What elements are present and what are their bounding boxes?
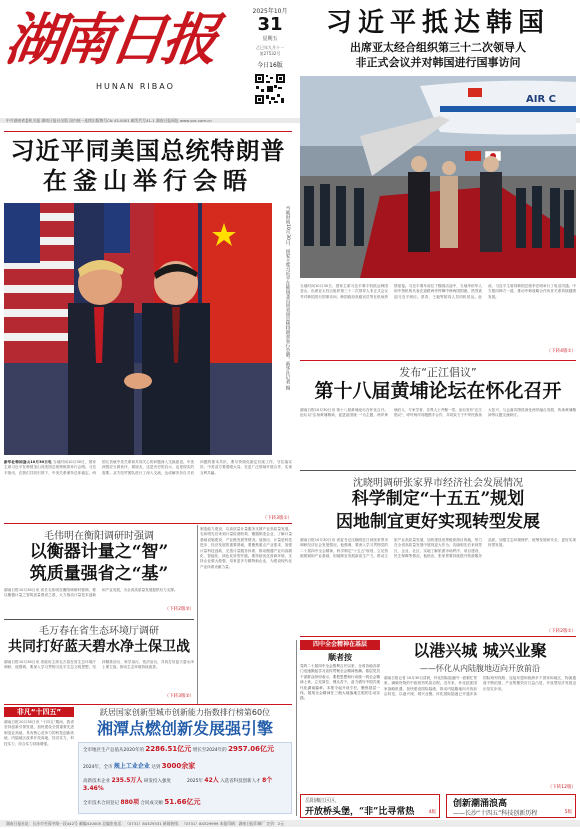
stat-2: 2024年，全市 规上工业企业 达到 3000余家 (83, 762, 196, 770)
bottom-box-2-title: 创新潮涌浪高 (453, 799, 508, 809)
bottom-box-1-kicker: 岳阳湘江区区， (305, 798, 341, 804)
shen-body: 湖南日报10月30日讯 省委书记沈晓明近日到张家界市调研经济社会发展情况。他强调，要深入学习贯彻党的二十届四中全会精神，科学制定"十五五"规划，立足资源禀赋和产业基础，因地制宜发展新质生产力，推动文旅产业高质量发展，加快建设世界级旅游目的地，努力在全省高质量发展中展现更大作为。沈晓明先后来到景区、企业、社区，实地了解旅游市场秩序、项目建设、民生保障等情况。他指出，张家界要持续提升旅游服务品质，加强生态环境保护，统筹发展和安全，更好实现转型发展。 (300, 538, 576, 559)
sidebar-column-body: 党的二十届四中全会胜利召开以来，全省各地各部门迅速掀起学习宣传贯彻全会精神热潮。基层党员干部群众纷纷表示，要把思想和行动统一到全会精神上来，立足岗位、埋头苦干，奋力谱写中国式现代化湖南篇章。本报今起开设专栏，聚焦基层一线，展现全会精神在三湘大地落地生根的生动实践。 (300, 664, 380, 701)
shen-title-1[interactable]: 科学制定“十五五”规划 (351, 489, 525, 509)
sidebar-column-title: 顺者按 (328, 652, 352, 662)
bottom-box-1[interactable] (300, 794, 440, 818)
mao1-title-1[interactable]: 以衡器计量之“智” (29, 542, 169, 562)
masthead (1, 4, 244, 118)
huangpu-body: 湖南日报10月30日讯 第十八届黄埔论坛在怀化召开。论坛以"弘扬黄埔精神，促进祖国统一"为主题，两岸黄埔后人、专家学者、各界人士齐聚一堂。论坛发布"正江倡议"，呼吁两岸同胞携手合作，共同致力于中华民族伟大复兴。与会嘉宾围绕深化两岸融合发展、传承黄埔精神等议题交流研讨。 (300, 408, 576, 418)
xiangtan-kicker: 跃居国家创新型城市创新能力指数排行榜第60位 (99, 708, 271, 717)
mao1-title-2[interactable]: 筑质量强省之“基” (29, 564, 169, 584)
feiyi-body: 湖南日报10月30日讯 "十四五"期间，我省坚持创新引领发展，加快建设全国重要先进制造业高地、具有核心竞争力的科技创新高地、内陆地区改革开放高地，经济实力、科技实力、综合实力持续增强。 (4, 720, 74, 746)
stat-4: 2025年 42人 入选省科技创新人才 8个 (187, 777, 273, 784)
trump-dateline: 新华社韩国釜山10月30日电 (4, 460, 52, 464)
lead-subtitle-2: 非正式会议并对韩国进行国事访问 (355, 56, 521, 69)
rule (4, 704, 292, 705)
trump-headline (4, 136, 292, 196)
page-count: 今日16版 (257, 62, 283, 69)
handshake-scene (4, 203, 272, 455)
xiangbei-subtitle: ——怀化从内陆腹地迈向开放前沿 (420, 664, 540, 673)
rule (300, 470, 576, 471)
xiangtan-title[interactable]: 湘潭点燃创新发展强引擎 (96, 719, 273, 738)
date-lunar: 乙巳年九月十一 (256, 45, 284, 50)
trump-title-1[interactable]: 习近平同美国总统特朗普 (10, 136, 286, 165)
lead-subtitle-1: 出席亚太经合组织第三十二次领导人 (350, 41, 526, 54)
rule (300, 636, 576, 637)
mao2-body: 湖南日报10月30日讯 省政协主席毛万春在省生态环境厅调研，他强调，要深入学习贯彻习近平生态文明思想，坚持精准治污、科学治污、依法治污，共同打好蓝天碧水净土保卫战，推动生态环境持续改善。 (4, 660, 194, 670)
trump-photo (4, 203, 272, 455)
mao1-kicker: 毛伟明在衡阳调研时强调 (44, 531, 154, 542)
top-info-bar: 中共湖南省委机关报 湖南日报社出版 国内统一连续出版物号CN 43-0001 邮发代号41-1 湖南日报网址 www.voc.com.cn (0, 118, 580, 123)
qr-code-icon[interactable] (254, 73, 286, 105)
xiangbei-body: 湖南日报记者 10月30日清晨，怀化国际陆港内一派繁忙景象，满载货物的中欧班列鸣笛启程。近年来，怀化抢抓国家战略机遇，加快建设国际陆港，推动内陆腹地向开放前沿转变，以港兴城、城兴业聚。怀化国际陆港已开通多条国际班列线路，连接东盟和欧洲多个国家和地区，物流通道不断拓展，产业集聚效应日益凸显，开放型经济发展迈出坚实步伐。 (384, 676, 576, 697)
rule (296, 640, 297, 816)
lead-photo (300, 76, 576, 278)
more-link-5[interactable]: （下转3版②） (164, 694, 194, 699)
stat-3: 高新技术企业 235.5万人 研发投入强度 3.46% (83, 777, 171, 792)
rule (4, 523, 292, 524)
bottom-box-1-title: 开放桥头堡，“非”比寻常热 (305, 807, 415, 817)
mid-column-body: 制造能力建设，以高质量计量服务支撑产业高质量发展。毛伟明先后来到计量检测机构、衡器制造企业，了解计量基础设施建设、产业链发展等情况。他指出，计量是科技进步、经济发展的重要基础，要聚焦重点产业需求，加强计量科技创新，完善计量服务体系，推动衡器产业向高端化、智能化、绿色化转型升级。要持续优化营商环境，支持企业做大做强，培育更多专精特新企业，为建设现代化产业体系贡献力量。 (200, 527, 292, 569)
rule (4, 131, 292, 132)
rule (4, 619, 194, 620)
more-link-1[interactable]: （下转3版①） (262, 516, 292, 521)
xiangtan-stats-box (78, 742, 292, 814)
lead-title[interactable]: 习近平抵达韩国 (325, 8, 550, 38)
bottom-box-1-page: 4版 (428, 810, 436, 815)
plane-text: AIR C (526, 94, 556, 105)
bottom-info-bar: 湖南日报社址：长沙市芙蓉中路一段442号 邮编410005 总编室电话：（0731）84329331 新闻热线：（0731）84329999 本报印刷：湖南日报印刷厂 定价：2元 (0, 820, 580, 827)
shen-kicker: 沈晓明调研张家界市经济社会发展情况 (353, 478, 523, 489)
bottom-box-2-page: 5版 (564, 810, 572, 815)
stat-1: 全市地区生产总值从2020年的 2286.51亿元 增长至2024年的 2957.06亿元 (83, 745, 274, 753)
lead-headline-block (300, 6, 576, 74)
mao1-body: 湖南日报10月30日讯 省长毛伟明在衡阳调研时强调，要以衡器计量之智筑质量强省之基，大力推动计量技术创新和产业发展，为全省高质量发展提供有力支撑。 (4, 588, 178, 598)
bottom-box-2-subtitle: ——长沙“十四五”科技创新历程 (453, 810, 538, 817)
masthead-title: 湖南日报 (1, 7, 219, 73)
date-day: 31 (257, 14, 283, 35)
more-link-3[interactable]: （下转2版①） (546, 629, 576, 634)
trump-vertical-caption: 当地时间10月30日，国家主席习近平在韩国釜山同美国总统特朗普举行会晤。新华社记者 摄 (285, 206, 290, 390)
issue-no: 第27532号 (259, 51, 281, 56)
mao2-title[interactable]: 共同打好蓝天碧水净土保卫战 (8, 639, 190, 655)
lead-body: 当地时间10月30日，国家主席习近平乘专机抵达韩国釜山，出席亚太经合组织第三十二次领导人非正式会议并对韩国进行国事访问。韩国政府高级官员等在机场热情迎接。习近平乘车前往下榻饭店途中，当地华侨华人和中资机构代表在道路两旁挥舞中韩两国国旗，热烈欢迎习近平到访。蔡奇、王毅等陪同人员同机抵达。此前，习近平主席同韩国总统李在明举行了电话沟通。中方愿同韩方一道，推动中韩战略合作伙伴关系持续健康发展。 (300, 284, 576, 299)
trump-title-2[interactable]: 在釜山举行会晤 (43, 166, 253, 195)
feiyi-header: 非凡“十四五” (4, 707, 74, 717)
rule (197, 525, 198, 705)
date-weekday: 星期五 (262, 36, 278, 42)
bottom-box-2[interactable] (446, 794, 576, 818)
shen-title-2[interactable]: 因地制宜更好实现转型发展 (336, 512, 540, 532)
date-box (248, 6, 292, 118)
stat-5: 全市技术合同登记 880项 合同成交额 51.66亿元 (83, 798, 201, 806)
rule (300, 360, 576, 361)
sidebar-column-header: 四中全会精神在基层 (300, 640, 380, 650)
more-link-6[interactable]: （下转12版） (547, 785, 576, 790)
xiangbei-title[interactable]: 以港兴城 城兴业聚 (413, 641, 547, 660)
huangpu-kicker: 发布“正江倡议” (399, 366, 477, 379)
airport-scene (300, 76, 576, 278)
huangpu-title[interactable]: 第十八届黄埔论坛在怀化召开 (314, 380, 562, 402)
mao2-kicker: 毛万春在省生态环境厅调研 (39, 626, 159, 637)
masthead-title-en: HUNAN RIBAO (96, 82, 175, 91)
more-link-4[interactable]: （下转2版②） (164, 607, 194, 612)
more-link-2[interactable]: （下转4版①） (546, 349, 576, 354)
trump-body: 新华社韩国釜山10月30日电 当地时间10月30日，国家主席习近平在韩国釜山同美国总统特朗普举行会晤。习近平指出，在我们共同引领下，中美关系保持总体稳定。两国元首就中美关系和共同关心的问题深入交换意见。中美两国应当做伙伴、做朋友，这是历史的启示，也是现实的需要。双方经贸团队进行了深入交流，达成解决各自关切问题的基本共识，要尽快细化敲定后续工作，守住落实好。中美双方要着眼大局，在更广泛领域开展合作，实现互利共赢。 (4, 460, 292, 475)
date-year-month: 2025年10月 (252, 8, 288, 15)
